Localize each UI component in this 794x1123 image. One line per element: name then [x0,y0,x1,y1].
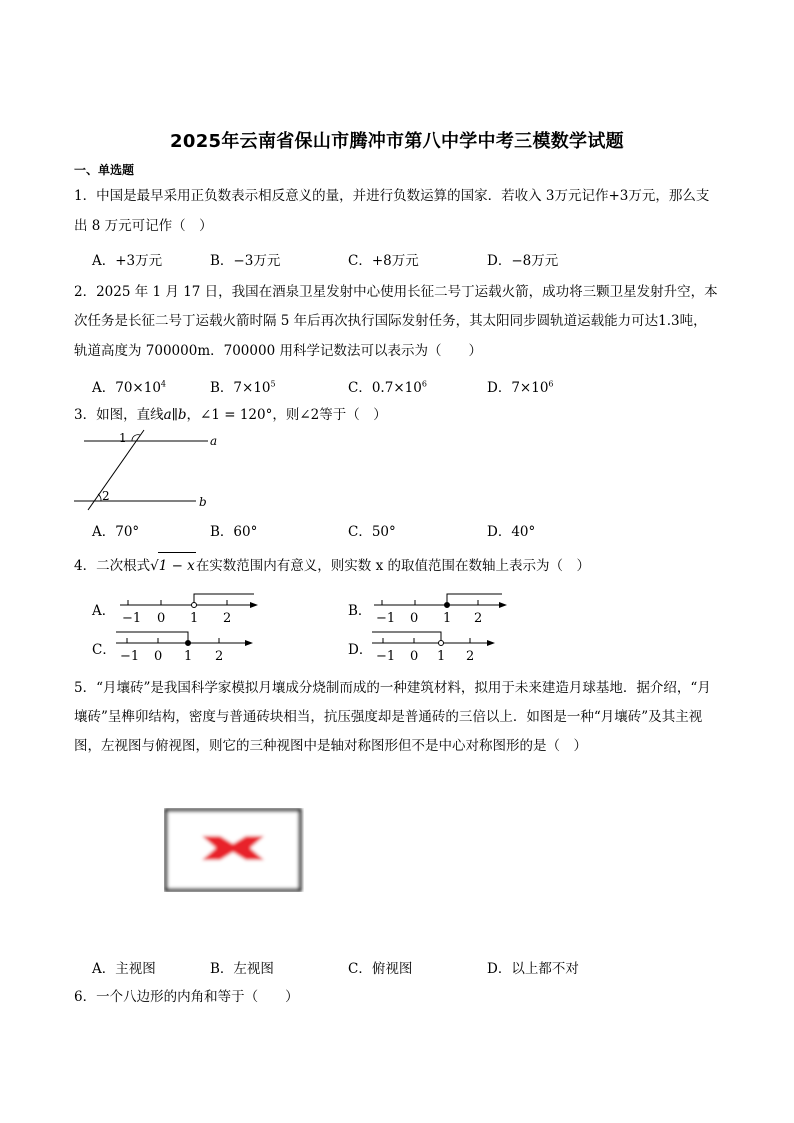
q4-option-a-letter: A． [92,603,116,619]
q2-option-b-letter: B． [210,380,234,396]
q6-line1: 6．一个八边形的内角和等于（ ） [74,989,299,1005]
q2-line3: 轨道高度为 700000m．700000 用科学记数法可以表示为（ ） [74,343,482,359]
tick-label: −1 [376,611,396,626]
section-heading: 一、单选题 [74,163,135,177]
tick-label: 0 [157,611,166,626]
q3-stem [74,402,387,428]
q2-option-a-exp: 4 [160,379,167,389]
q2-option-d-letter: D． [487,380,512,396]
q2-option-c-base: 0.7×10 [371,380,422,396]
moon-brick-image [164,808,304,892]
q2-option-b [210,376,276,396]
q5-line1: 5．“月壤砖”是我国科学家模拟月壤成分烧制而成的一种建筑材料，拟用于未来建造月球基地．据介绍，“月 [74,680,711,696]
q3-option-c: C．50° [348,524,396,540]
q1-option-a: A．+3万元 [92,253,163,269]
tick-label: −1 [120,649,140,664]
tick-label: 0 [410,649,419,664]
q2-option-a-base: 70×10 [115,380,161,396]
q5-line2: 壤砖”呈榫卯结构，密度与普通砖块相当，抗压强度却是普通砖的三倍以上．如图是一种“月壤砖”及其主视 [74,709,703,725]
q3-parallel-lines-figure [70,428,230,512]
q5-option-c: C．俯视图 [348,961,413,977]
q3-option-d: D．40° [487,524,536,540]
q1-option-b: B．−3万元 [210,253,281,269]
q1-line2: 出 8 万元可记作（ ） [74,218,213,234]
q2-line1: 2．2025 年 1 月 17 日，我国在酒泉卫星发射中心使用长征二号丁运载火箭，成功将三颗卫星发射升空，本 [74,284,718,300]
tick-label: 2 [466,649,475,664]
q5-line3: 图，左视图与俯视图，则它的三种视图中是轴对称图形但不是中心对称图形的是（ ） [74,738,587,754]
q2-option-b-exp: 5 [270,379,276,389]
tick-label: 1 [443,611,452,626]
q3-option-a: A．70° [92,524,140,540]
tick-label: 0 [154,649,163,664]
q4-option-d-letter: D． [348,642,373,658]
tick-label: −1 [122,611,142,626]
line-a-label: a [210,434,218,448]
q5-option-b: B．左视图 [210,961,274,977]
q2-option-c-exp: 6 [421,379,427,389]
line-b-label: b [199,495,207,509]
q4-stem: 4．二次根式√1 − x在实数范围内有意义，则实数 x 的取值范围在数轴上表示为（ ） [74,552,590,579]
q4-option-b-letter: B． [348,603,372,619]
q2-option-d-base: 7×10 [511,380,549,396]
q3-prefix: 3．如图，直线 [74,407,164,423]
q2-option-d [487,376,554,396]
q2-option-b-base: 7×10 [233,380,271,396]
tick-label: 2 [474,611,483,626]
q5-option-a: A．主视图 [92,961,156,977]
q4-option-d-number-line [370,629,515,665]
tick-label: 1 [184,649,193,664]
q3-option-b: B．60° [210,524,258,540]
q5-option-d: D．以上都不对 [487,961,579,977]
q2-option-d-exp: 6 [548,379,554,389]
tick-label: 2 [223,611,232,626]
angle2-label: 2 [102,489,110,503]
q4-option-c-number-line [114,629,259,665]
q2-option-c-letter: C． [348,380,372,396]
angle1-label: 1 [119,431,127,445]
transversal-line [88,430,144,510]
tick-label: 2 [215,649,224,664]
q4-option-a-number-line [118,591,263,627]
tick-label: 1 [437,649,446,664]
tick-label: 0 [410,611,419,626]
q2-option-c [348,376,427,396]
page-title: 2025年云南省保山市腾冲市第八中学中考三模数学试题 [170,131,624,152]
q3-mid: ，∠1 = 120°，则∠2等于（ ） [186,407,387,423]
q4-radicand: 1 − x [158,552,196,579]
tick-label: 1 [190,611,199,626]
q2-option-a-letter: A． [92,380,116,396]
q1-option-c: C．+8万元 [348,253,419,269]
q2-option-a [92,376,166,396]
q4-option-c-letter: C． [92,642,116,658]
q4-option-b-number-line [372,591,517,627]
q1-option-d: D．−8万元 [487,253,559,269]
q2-line2: 次任务是长征二号丁运载火箭时隔 5 年后再次执行国际发射任务，其太阳同步圆轨道运载能力可达1.3吨， [74,313,707,329]
q4-prefix: 4．二次根式 [74,558,151,574]
tick-label: −1 [376,649,396,664]
q1-line1: 1．中国是最早采用正负数表示相反意义的量，并进行负数运算的国家．若收入 3万元记作+3万元，那么支 [74,188,710,204]
q4-suffix: 在实数范围内有意义，则实数 x 的取值范围在数轴上表示为（ ） [195,558,591,574]
q3-relation: a∥b [163,407,187,423]
